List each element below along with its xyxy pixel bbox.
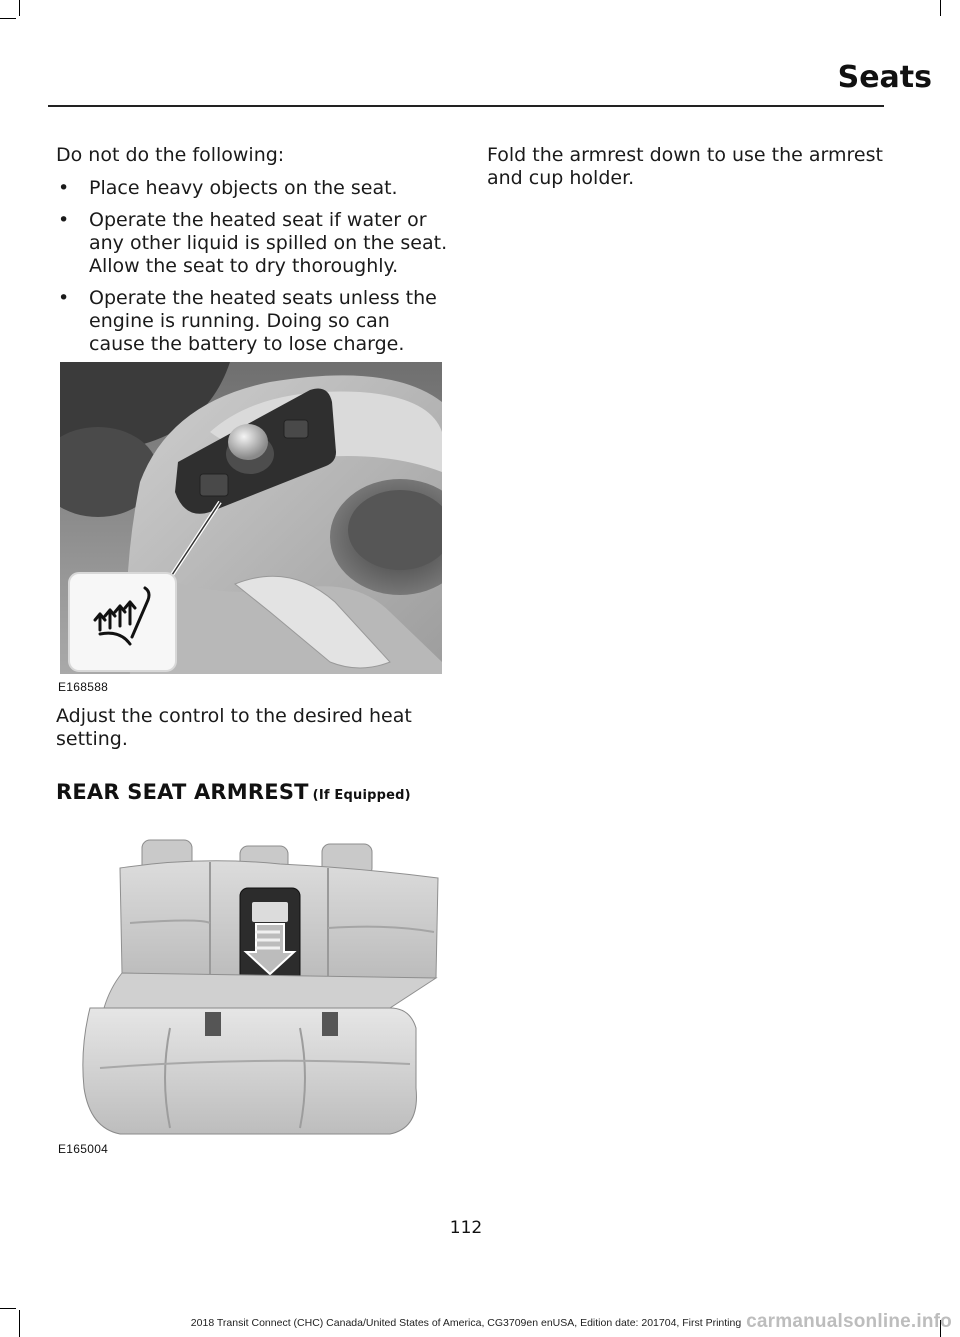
- warning-list: [56, 177, 448, 356]
- bullet-glyph: •: [58, 287, 70, 309]
- crop-mark-top-left-v: [19, 0, 20, 16]
- bullet-glyph: •: [58, 209, 70, 231]
- page-number: 112: [449, 1218, 483, 1238]
- section-heading: [56, 780, 411, 804]
- heated-seat-control-figure: [58, 362, 442, 694]
- armrest-instruction: Fold the armrest down to use the armrest and cup holder.: [487, 144, 883, 189]
- footer-text: 2018 Transit Connect (CHC) Canada/United States of America, CG3709en enUSA, Edition date: 201704, First Printing: [190, 1317, 742, 1329]
- crop-mark-bottom-left-h: [0, 1308, 16, 1309]
- list-item-text: Place heavy objects on the seat.: [89, 177, 398, 199]
- intro-text: Do not do the following:: [56, 144, 285, 166]
- figure-code: E165004: [58, 1142, 109, 1156]
- crop-mark-top-right-v: [940, 0, 941, 16]
- console-illustration: [60, 362, 442, 674]
- rear-seat-illustration: [60, 828, 442, 1140]
- list-item: [56, 209, 448, 278]
- section-heading-qualifier: (If Equipped): [312, 788, 411, 803]
- list-item: [56, 177, 448, 200]
- rear-seat-armrest-figure: [58, 828, 442, 1156]
- list-item: [56, 287, 448, 356]
- list-item-text: Operate the heated seats unless the engine is running. Doing so can cause the battery to lose charge.: [89, 287, 437, 355]
- left-column: [56, 144, 448, 365]
- bullet-glyph: •: [58, 177, 70, 199]
- header-divider: [48, 105, 884, 107]
- section-heading-title: REAR SEAT ARMREST: [56, 780, 309, 804]
- figure-code: E168588: [58, 680, 109, 694]
- heated-seat-icon-callout: [69, 573, 176, 671]
- watermark-link[interactable]: carmanualsonline.info: [746, 1311, 952, 1332]
- page-title: Seats: [837, 60, 932, 95]
- adjust-instruction: Adjust the control to the desired heat setting.: [56, 705, 412, 750]
- right-column: [487, 144, 887, 190]
- list-item-text: Operate the heated seat if water or any other liquid is spilled on the seat. Allow the seat to dry thoroughly.: [89, 209, 448, 277]
- crop-mark-top-left-h: [0, 18, 16, 19]
